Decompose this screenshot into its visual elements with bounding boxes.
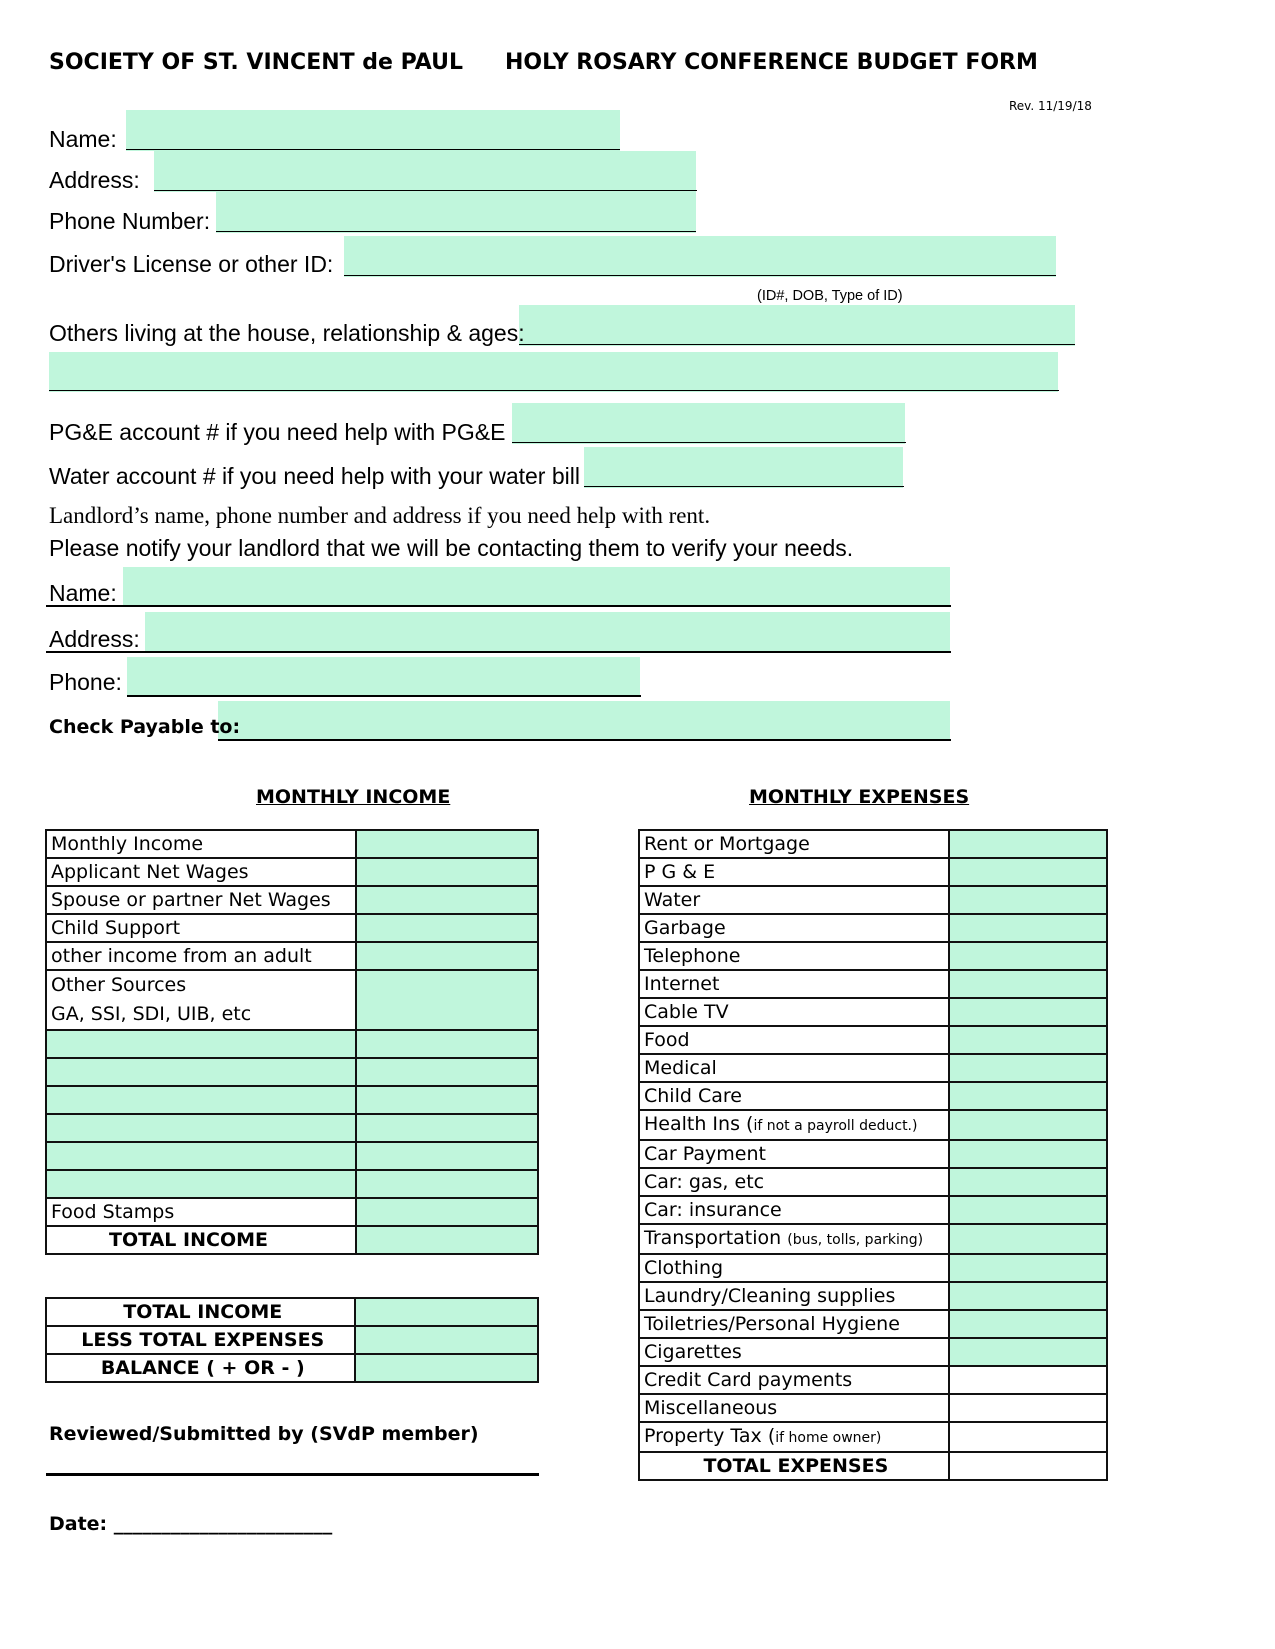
other-income-label-field[interactable] bbox=[46, 1058, 356, 1086]
expense-value-field[interactable] bbox=[949, 998, 1107, 1026]
others-field-2[interactable] bbox=[49, 352, 1058, 392]
other-sources-label: Other Sources bbox=[51, 974, 187, 996]
landlord-phone-label: Phone: bbox=[49, 669, 122, 695]
other-income-label-field[interactable] bbox=[46, 1030, 356, 1058]
row-label-transport bbox=[639, 1224, 949, 1254]
table-row bbox=[639, 914, 1107, 942]
property-tax-note: if home owner) bbox=[775, 1430, 882, 1446]
table-row bbox=[639, 1054, 1107, 1082]
summary-less-expenses-field[interactable] bbox=[355, 1326, 538, 1354]
other-income-label-field[interactable] bbox=[46, 1142, 356, 1170]
others-underline bbox=[519, 344, 1075, 345]
expense-value-field[interactable] bbox=[949, 942, 1107, 970]
expense-value-field[interactable] bbox=[949, 914, 1107, 942]
landlord-name-underline bbox=[46, 605, 951, 607]
phone-field[interactable] bbox=[216, 192, 696, 233]
table-row bbox=[639, 1282, 1107, 1310]
row-label: Water bbox=[639, 886, 949, 914]
income-value-field[interactable] bbox=[356, 970, 538, 1030]
total-expenses-field[interactable] bbox=[949, 1452, 1107, 1480]
other-sources-cell bbox=[46, 970, 356, 1030]
income-table bbox=[45, 829, 539, 1255]
expense-value-field[interactable] bbox=[949, 1110, 1107, 1140]
row-label: Medical bbox=[639, 1054, 949, 1082]
expense-value-field[interactable] bbox=[949, 1196, 1107, 1224]
landlord-intro: Landlord’s name, phone number and address if you need help with rent. bbox=[49, 503, 711, 528]
table-row bbox=[46, 914, 538, 942]
row-label: Garbage bbox=[639, 914, 949, 942]
row-label: Car: gas, etc bbox=[639, 1168, 949, 1196]
table-row bbox=[639, 1394, 1107, 1422]
income-value-field[interactable] bbox=[356, 1142, 538, 1170]
reviewed-by-signature-line[interactable] bbox=[46, 1473, 539, 1476]
check-payable-label: Check Payable to: bbox=[49, 716, 241, 738]
row-label: Child Care bbox=[639, 1082, 949, 1110]
table-row bbox=[639, 1196, 1107, 1224]
row-label: Child Support bbox=[46, 914, 356, 942]
water-underline bbox=[584, 486, 904, 487]
table-row bbox=[639, 1422, 1107, 1452]
water-label: Water account # if you need help with your water bill bbox=[49, 463, 580, 489]
expense-value-field[interactable] bbox=[949, 1168, 1107, 1196]
row-label: Telephone bbox=[639, 942, 949, 970]
table-row bbox=[639, 1224, 1107, 1254]
phone-label: Phone Number: bbox=[49, 208, 211, 234]
address-label: Address: bbox=[49, 167, 140, 193]
income-heading: MONTHLY INCOME bbox=[256, 786, 451, 808]
reviewed-by-label: Reviewed/Submitted by (SVdP member) bbox=[49, 1423, 479, 1445]
health-ins-note: if not a payroll deduct.) bbox=[753, 1118, 918, 1134]
row-label: Spouse or partner Net Wages bbox=[46, 886, 356, 914]
total-income-field[interactable] bbox=[356, 1226, 538, 1254]
expense-value-field[interactable] bbox=[949, 886, 1107, 914]
summary-balance-field[interactable] bbox=[355, 1354, 538, 1382]
name-label: Name: bbox=[49, 126, 117, 152]
expense-value-field[interactable] bbox=[949, 830, 1107, 858]
expense-value-field[interactable] bbox=[949, 1282, 1107, 1310]
pge-underline bbox=[512, 442, 906, 443]
pge-field[interactable] bbox=[512, 403, 905, 444]
income-value-field[interactable] bbox=[356, 1198, 538, 1226]
landlord-address-underline bbox=[46, 651, 951, 653]
table-row bbox=[639, 998, 1107, 1026]
table-row bbox=[46, 1142, 538, 1170]
landlord-address-field[interactable] bbox=[145, 612, 950, 652]
row-label: Cigarettes bbox=[639, 1338, 949, 1366]
table-row bbox=[46, 1354, 538, 1382]
expenses-table bbox=[638, 829, 1108, 1481]
name-field[interactable] bbox=[126, 110, 620, 151]
others-label: Others living at the house, relationship & ages: bbox=[49, 320, 525, 346]
expense-value-field[interactable] bbox=[949, 1026, 1107, 1054]
summary-balance-label: BALANCE ( + OR - ) bbox=[46, 1354, 355, 1382]
income-value-field[interactable] bbox=[356, 1086, 538, 1114]
table-row bbox=[639, 830, 1107, 858]
expenses-heading: MONTHLY EXPENSES bbox=[749, 786, 970, 808]
landlord-phone-field[interactable] bbox=[127, 657, 640, 697]
id-label: Driver's License or other ID: bbox=[49, 251, 334, 277]
pge-label: PG&E account # if you need help with PG&E bbox=[49, 419, 506, 445]
org-name: SOCIETY OF ST. VINCENT de PAUL bbox=[49, 50, 463, 75]
address-underline bbox=[154, 190, 697, 191]
income-value-field[interactable] bbox=[356, 942, 538, 970]
expense-value-field[interactable] bbox=[949, 1140, 1107, 1168]
summary-less-expenses-label: LESS TOTAL EXPENSES bbox=[46, 1326, 355, 1354]
id-field[interactable] bbox=[344, 236, 1056, 277]
row-label: Applicant Net Wages bbox=[46, 858, 356, 886]
table-row bbox=[46, 886, 538, 914]
income-value-field[interactable] bbox=[356, 1170, 538, 1198]
table-row bbox=[46, 1114, 538, 1142]
expense-value-field[interactable] bbox=[949, 1254, 1107, 1282]
table-row bbox=[639, 1110, 1107, 1140]
other-income-label-field[interactable] bbox=[46, 1086, 356, 1114]
income-value-field[interactable] bbox=[356, 1030, 538, 1058]
income-value-field[interactable] bbox=[356, 914, 538, 942]
row-label: Monthly Income bbox=[46, 830, 356, 858]
expense-value-field[interactable] bbox=[949, 970, 1107, 998]
table-row bbox=[639, 1366, 1107, 1394]
table-row bbox=[639, 1140, 1107, 1168]
row-label: Internet bbox=[639, 970, 949, 998]
income-value-field[interactable] bbox=[356, 858, 538, 886]
table-row bbox=[639, 942, 1107, 970]
others-field[interactable] bbox=[519, 305, 1075, 346]
transportation-note: (bus, tolls, parking) bbox=[787, 1232, 924, 1248]
table-row bbox=[639, 886, 1107, 914]
table-row bbox=[46, 1170, 538, 1198]
expense-value-field[interactable] bbox=[949, 1394, 1107, 1422]
summary-table bbox=[45, 1297, 539, 1383]
summary-total-income-field[interactable] bbox=[355, 1298, 538, 1326]
property-tax-label: Property Tax ( bbox=[644, 1425, 776, 1447]
table-row bbox=[639, 1310, 1107, 1338]
row-label-health bbox=[639, 1110, 949, 1140]
table-row bbox=[639, 1026, 1107, 1054]
table-row bbox=[46, 1226, 538, 1254]
row-label: Clothing bbox=[639, 1254, 949, 1282]
row-label: Cable TV bbox=[639, 998, 949, 1026]
check-payable-underline bbox=[218, 739, 951, 741]
landlord-phone-underline bbox=[127, 695, 641, 697]
others-underline-2 bbox=[49, 390, 1059, 391]
table-row bbox=[639, 1254, 1107, 1282]
row-label: Toiletries/Personal Hygiene bbox=[639, 1310, 949, 1338]
table-row bbox=[639, 1082, 1107, 1110]
landlord-notice: Please notify your landlord that we will be contacting them to verify your needs. bbox=[49, 535, 854, 561]
row-label: P G & E bbox=[639, 858, 949, 886]
expense-value-field[interactable] bbox=[949, 1422, 1107, 1452]
expense-value-field[interactable] bbox=[949, 1338, 1107, 1366]
summary-total-income-label: TOTAL INCOME bbox=[46, 1298, 355, 1326]
income-value-field[interactable] bbox=[356, 886, 538, 914]
revision-date: Rev. 11/19/18 bbox=[1009, 99, 1092, 113]
address-field[interactable] bbox=[154, 151, 696, 192]
other-income-label-field[interactable] bbox=[46, 1114, 356, 1142]
row-label: Miscellaneous bbox=[639, 1394, 949, 1422]
expense-value-field[interactable] bbox=[949, 1082, 1107, 1110]
row-label: Credit Card payments bbox=[639, 1366, 949, 1394]
table-row bbox=[46, 1058, 538, 1086]
landlord-name-label: Name: bbox=[49, 580, 117, 606]
row-label: Rent or Mortgage bbox=[639, 830, 949, 858]
expense-value-field[interactable] bbox=[949, 1310, 1107, 1338]
expense-value-field[interactable] bbox=[949, 1224, 1107, 1254]
transportation-label: Transportation bbox=[644, 1227, 788, 1249]
income-value-field[interactable] bbox=[356, 830, 538, 858]
row-label-property bbox=[639, 1422, 949, 1452]
landlord-address-label: Address: bbox=[49, 626, 140, 652]
total-income-label: TOTAL INCOME bbox=[46, 1226, 356, 1254]
water-field[interactable] bbox=[584, 447, 903, 488]
income-value-field[interactable] bbox=[356, 1058, 538, 1086]
table-row bbox=[639, 1168, 1107, 1196]
table-row bbox=[639, 1338, 1107, 1366]
total-expenses-label: TOTAL EXPENSES bbox=[639, 1452, 949, 1480]
other-income-label-field[interactable] bbox=[46, 1170, 356, 1198]
table-row bbox=[639, 858, 1107, 886]
row-label: Car: insurance bbox=[639, 1196, 949, 1224]
table-row bbox=[46, 1086, 538, 1114]
row-label: other income from an adult bbox=[46, 942, 356, 970]
expense-value-field[interactable] bbox=[949, 1054, 1107, 1082]
expense-value-field[interactable] bbox=[949, 1366, 1107, 1394]
id-hint: (ID#, DOB, Type of ID) bbox=[757, 288, 903, 304]
landlord-name-field[interactable] bbox=[123, 567, 950, 607]
row-label: Food bbox=[639, 1026, 949, 1054]
row-label: Food Stamps bbox=[46, 1198, 356, 1226]
row-label: Laundry/Cleaning supplies bbox=[639, 1282, 949, 1310]
expense-value-field[interactable] bbox=[949, 858, 1107, 886]
health-ins-label: Health Ins ( bbox=[644, 1113, 754, 1135]
income-value-field[interactable] bbox=[356, 1114, 538, 1142]
table-row bbox=[639, 1452, 1107, 1480]
check-payable-field[interactable] bbox=[218, 701, 950, 741]
table-row bbox=[639, 970, 1107, 998]
other-sources-examples: GA, SSI, SDI, UIB, etc bbox=[51, 1003, 252, 1025]
table-row bbox=[46, 1298, 538, 1326]
table-row bbox=[46, 970, 538, 1030]
name-underline bbox=[126, 149, 620, 150]
table-row bbox=[46, 830, 538, 858]
id-underline bbox=[344, 275, 1056, 276]
table-row bbox=[46, 1326, 538, 1354]
table-row bbox=[46, 1030, 538, 1058]
date-field[interactable]: Date: _______________________ bbox=[49, 1513, 333, 1535]
row-label: Car Payment bbox=[639, 1140, 949, 1168]
table-row bbox=[46, 942, 538, 970]
form-title: HOLY ROSARY CONFERENCE BUDGET FORM bbox=[505, 50, 1038, 75]
table-row bbox=[46, 858, 538, 886]
table-row bbox=[46, 1198, 538, 1226]
phone-underline bbox=[216, 231, 696, 232]
